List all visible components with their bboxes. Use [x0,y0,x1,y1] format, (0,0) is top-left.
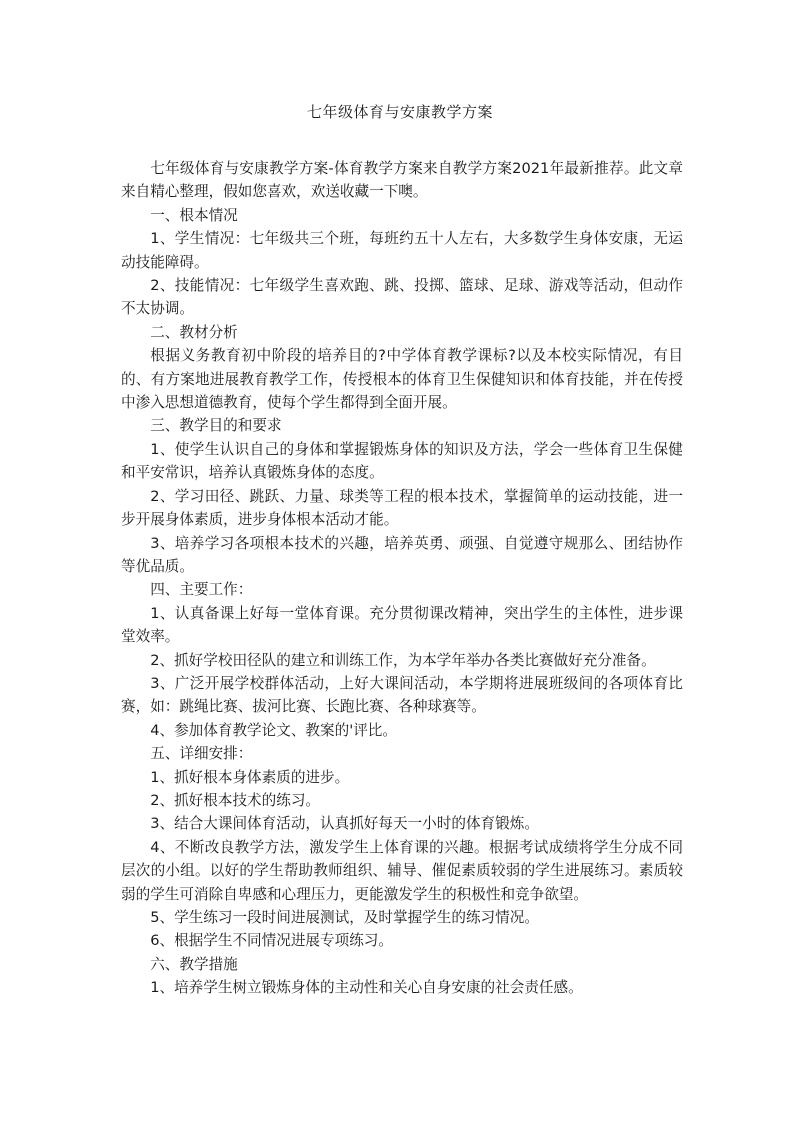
paragraph: 2、技能情况：七年级学生喜欢跑、跳、投掷、篮球、足球、游戏等活动，但动作不太协调。 [121,277,683,318]
paragraph: 根据义务教育初中阶段的培养目的?中学体育教学课标?以及本校实际情况，有目的、有方案地进展教育教学工作，传授根本的体育卫生保健知识和体育技能，并在传授中渗入思想道德教育，使每个学生都得到全面开展。 [121,347,683,412]
paragraph: 六、教学措施 [150,955,238,973]
paragraph: 3、培养学习各项根本技术的兴趣，培养英勇、顽强、自觉遵守规那么、团结协作等优品质。 [121,534,683,575]
paragraph: 五、详细安排： [150,745,253,763]
paragraph: 1、认真备课上好每一堂体育课。充分贯彻课改精神，突出学生的主体性，进步课堂效率。 [121,604,683,646]
document-title: 七年级体育与安康教学方案 [306,103,493,121]
paragraph: 4、不断改良教学方法，激发学生上体育课的兴趣。根据考试成绩将学生分成不同层次的小组。以好的学生帮助教师组织、辅导、催促素质较弱的学生进展练习。素质较弱的学生可消除自卑感和心理压力，更能激发学生的积极性和竞争欲望。 [121,838,683,903]
paragraph: 1、学生情况：七年级共三个班，每班约五十人左右，大多数学生身体安康，无运动技能障碍。 [121,230,683,271]
document-body [121,157,683,1000]
paragraph: 2、学习田径、跳跃、力量、球类等工程的根本技术，掌握简单的运动技能，进一步开展身体素质，进步身体根本活动才能。 [121,487,683,529]
paragraph: 二、教材分析 [150,323,238,341]
paragraph: 4、参加体育教学论文、教案的'评比。 [150,721,397,739]
paragraph: 2、抓好根本技术的练习。 [150,791,321,809]
paragraph: 1、抓好根本身体素质的进步。 [150,768,350,786]
paragraph: 1、使学生认识自己的身体和掌握锻炼身体的知识及方法，学会一些体育卫生保健和平安常识，培养认真锻炼身体的态度。 [121,440,683,482]
paragraph: 七年级体育与安康教学方案-体育教学方案来自教学方案2021年最新推荐。此文章来自精心整理，假如您喜欢，欢送收藏一下噢。 [121,160,683,201]
paragraph: 三、教学目的和要求 [150,417,282,435]
paragraph: 四、主要工作： [150,581,253,599]
paragraph: 6、根据学生不同情况进展专项练习。 [150,932,393,950]
paragraph: 一、根本情况 [150,206,238,224]
paragraph: 1、培养学生树立锻炼身体的主动性和关心自身安康的社会责任感。 [150,979,583,997]
paragraph: 2、抓好学校田径队的建立和训练工作，为本学年举办各类比赛做好充分准备。 [150,651,656,669]
paragraph: 3、结合大课间体育活动，认真抓好每天一小时的体育锻炼。 [150,815,539,833]
paragraph: 5、学生练习一段时间进展测试，及时掌握学生的练习情况。 [150,909,539,926]
paragraph: 3、广泛开展学校群体活动，上好大课间活动，本学期将进展班级间的各项体育比赛，如：跳绳比赛、拔河比赛、长跑比赛、各种球赛等。 [121,674,683,716]
